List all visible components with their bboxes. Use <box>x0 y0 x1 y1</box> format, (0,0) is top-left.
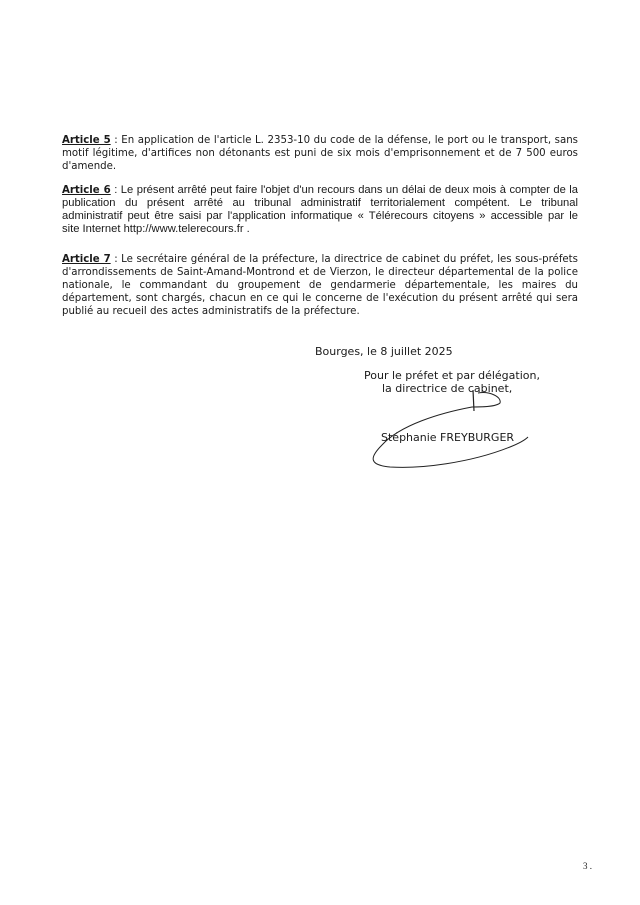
article-6 <box>62 184 578 236</box>
article-5 <box>62 134 578 173</box>
article-7 <box>62 253 578 318</box>
text-line: : Le présent arrêté peut faire l'objet d'un recours dans un délai de deux mois à compter de la <box>110 184 578 196</box>
article-5-label: Article 5 <box>62 135 111 146</box>
place-date: Bourges, le 8 juillet 2025 <box>315 345 453 358</box>
text-line: motif légitime, d'artifices non détonants est puni de six mois d'emprisonnement et de 7 500 euros <box>62 148 578 159</box>
text-line: : Le secrétaire général de la préfecture, la directrice de cabinet du préfet, les sous-préfets <box>110 254 578 265</box>
text-line: : En application de l'article L. 2353-10 du code de la défense, le port ou le transport, sans <box>110 135 578 146</box>
text-line: publié au recueil des actes administratifs de la préfecture. <box>62 306 360 317</box>
text-line: site Internet http://www.telerecours.fr . <box>62 223 250 235</box>
handwritten-signature <box>360 385 560 475</box>
text-line: nationale, le commandant du groupement de gendarmerie départementale, les maires du <box>62 280 578 291</box>
article-6-label: Article 6 <box>62 185 111 196</box>
text-line: département, sont chargés, chacun en ce qui le concerne de l'exécution du présent arrêté qui sera <box>62 293 578 304</box>
delegation-line: Pour le préfet et par délégation, <box>364 369 540 382</box>
text-line: d'arrondissements de Saint-Amand-Montrond et de Vierzon, le directeur départemental de la police <box>62 267 578 278</box>
text-line: administratif peut être saisi par l'application informatique « Télérecours citoyens » accessible par le <box>62 210 578 222</box>
page-number: 3 . <box>583 861 592 871</box>
signatory-name: Stéphanie FREYBURGER <box>381 431 515 444</box>
text-line: publication du présent arrêté au tribunal administratif territorialement compétent. Le tribunal <box>62 197 578 209</box>
text-line: d'amende. <box>62 161 117 172</box>
signatory-role: la directrice de cabinet, <box>382 382 513 395</box>
article-7-label: Article 7 <box>62 254 111 265</box>
